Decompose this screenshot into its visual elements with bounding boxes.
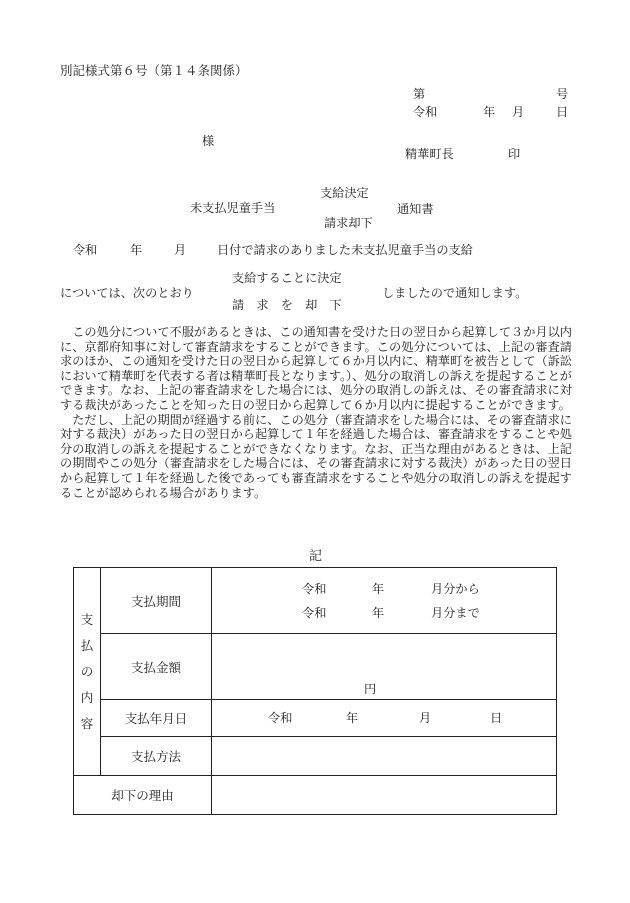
period-from-year: 年 [372, 582, 385, 596]
appeal-notice-para2: ただし、上記の期間が経過する前に、この処分（審査請求をした場合には、その審査請求に対する裁決）があった日の翌日から起算して１年を経過した場合は、審査請求をすることや処分の取消しの訴えを提起することができなくなります。なお、正当な理由があるときは、上記の期間やこの処分（審査請求をした場合には、その審査請求に対する裁決）があった日の翌日から起算して１年を経過した後であっても審査請求をすることや処分の取消しの訴えを提起することが認められる場合があります。 [60, 412, 572, 500]
issue-date-era: 令和 [413, 105, 438, 119]
intro-era: 令和 [73, 243, 98, 257]
payment-method-value [212, 737, 557, 776]
form-reference: 別記様式第６号（第１４条関係） [60, 63, 248, 78]
appeal-notice [60, 325, 572, 500]
intro-line1: 日付で請求のありました未支払児童手当の支給 [217, 243, 473, 257]
addressee-suffix: 様 [202, 134, 215, 148]
payment-period-value [212, 568, 557, 634]
period-from-era: 令和 [302, 582, 327, 596]
side-char: 払 [80, 637, 94, 653]
issue-date-day: 日 [556, 105, 569, 119]
payment-amount-value [212, 634, 557, 700]
issue-date-month: 月 [512, 105, 525, 119]
reject-reason-value [212, 776, 557, 815]
period-from-suffix: 月分から [431, 582, 480, 596]
seal-mark: 印 [508, 147, 521, 161]
payment-detail-table [73, 567, 557, 815]
pay-date-era: 令和 [268, 711, 293, 725]
payment-date-label: 支払年月日 [101, 700, 212, 737]
period-to-year: 年 [372, 606, 385, 620]
side-char: 支 [80, 611, 94, 627]
pay-date-day: 日 [490, 711, 503, 725]
period-to-era: 令和 [302, 606, 327, 620]
payment-period-label: 支払期間 [101, 568, 212, 634]
payment-amount-label: 支払金額 [101, 634, 212, 700]
intro-line2-left: については、次のとおり [60, 286, 194, 300]
issuer-name: 精華町長 [405, 147, 454, 161]
amount-unit: 円 [364, 682, 377, 696]
intro-year: 年 [130, 243, 143, 257]
side-char: 内 [80, 689, 94, 705]
intro-option-grant: 支給することに決定 [232, 271, 342, 285]
pay-date-year: 年 [346, 711, 359, 725]
intro-option-reject: 請 求 を 却 下 [232, 298, 342, 312]
period-to-suffix: 月分まで [431, 606, 480, 620]
appeal-notice-para1: この処分について不服があるときは、この通知書を受けた日の翌日から起算して３か月以内に、京都府知事に対して審査請求をすることができます。この処分については、上記の審査請求のほか、この通知を受けた日の翌日から起算して６か月以内に、精華町を被告として（訴訟において精華町を代表する者は精華町長となります。）、処分の取消しの訴えを提起することができます。なお、上記の審査請求をした場合には、処分の取消しの訴えは、その審査請求に対する裁決があったことを知った日の翌日から起算して６か月以内に提起することができます。 [60, 325, 572, 412]
title-option-decision: 支給決定 [320, 186, 369, 200]
intro-line2-right: しましたので通知します。 [382, 286, 528, 300]
intro-month: 月 [174, 243, 187, 257]
payment-method-label: 支払方法 [101, 737, 212, 776]
title-main: 未支払児童手当 [190, 201, 276, 215]
side-char: の [80, 663, 94, 679]
title-suffix: 通知書 [397, 202, 434, 216]
side-char: 容 [80, 715, 94, 731]
doc-number-prefix: 第 [413, 87, 426, 101]
reject-reason-label: 却下の理由 [74, 776, 212, 815]
payment-content-side-label [74, 568, 101, 776]
issue-date-year: 年 [483, 105, 496, 119]
payment-date-value [212, 700, 557, 737]
ki-heading: 記 [309, 549, 323, 564]
pay-date-month: 月 [419, 711, 432, 725]
title-option-rejection: 請求却下 [324, 216, 373, 230]
doc-number-suffix: 号 [556, 87, 569, 101]
